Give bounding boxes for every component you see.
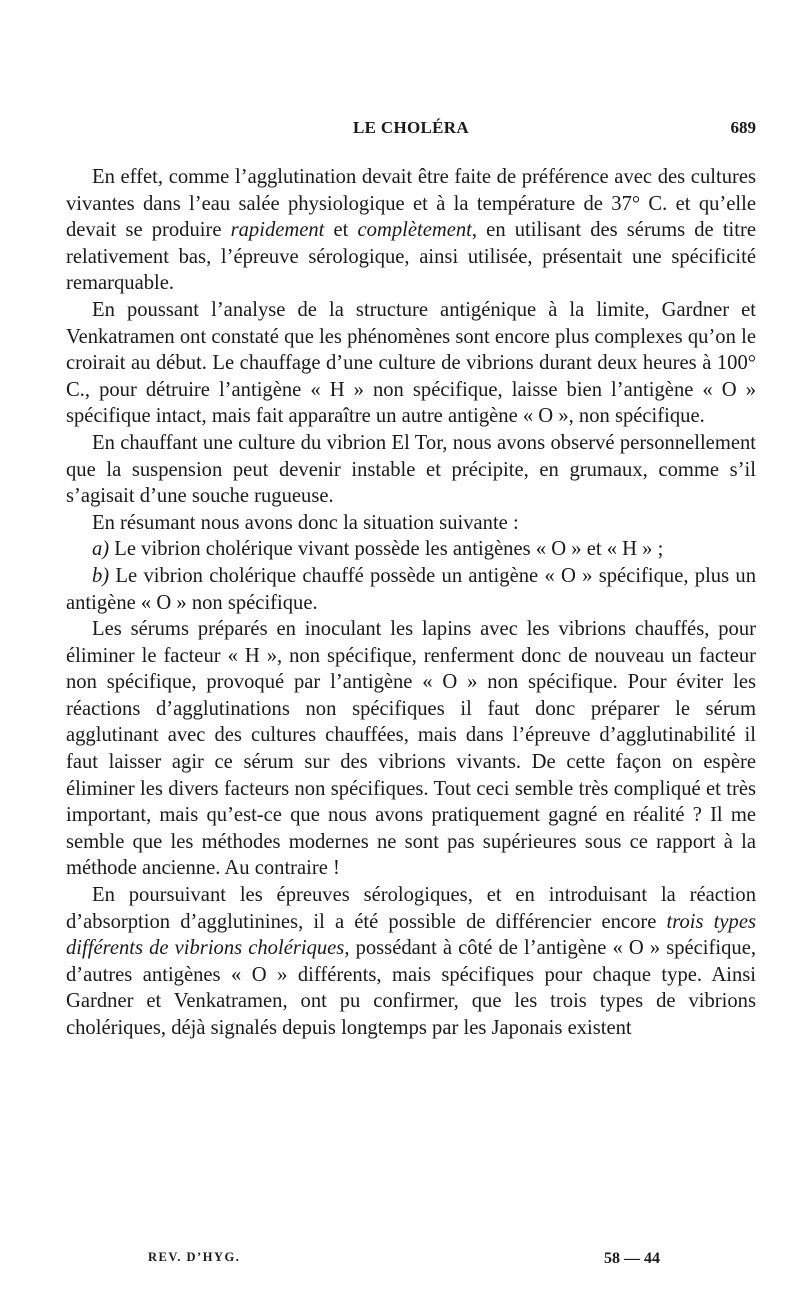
running-header: [66, 118, 756, 148]
italic-completement: complètement: [357, 219, 472, 242]
journal-abbreviation: REV. D’HYG.: [148, 1250, 241, 1264]
page-footer: [148, 1250, 708, 1274]
running-title: LE CHOLÉRA: [353, 118, 469, 137]
paragraph-5: Les sérums préparés en inoculant les lapins avec les vibrions chauffés, pour éliminer le facteur « H », non spécifique, renferment donc de nouveau un facteur non spécifique, provoqué par l’antigène « O » non spécifique. Pour éviter les réactions d’agglutinations non spécifiques il faut donc préparer le sérum agglutinant avec des cultures chauffées, mais dans l’épreuve d’agglutinabilité il faut laisser agir ce sérum sur des vibrions vivants. De cette façon on espère éliminer les divers facteurs non spécifiques. Tout ceci semble très compliqué et très important, mais qu’est-ce que nous avons pratiquement gagné en réalité ? Il me semble que les méthodes modernes ne sont pas supérieures sous ce rapport à la méthode ancienne. Au contraire !: [66, 618, 756, 880]
signature-mark: 58 — 44: [604, 1250, 660, 1267]
paragraph-1: En effet, comme l’agglutination devait être faite de préférence avec des cultures vivantes dans l’eau salée physiologique et à la température de 37° C. et qu’elle devait se produire rapidement et complètement, en utilisant des sérums de titre relativement bas, l’épreuve sérologique, ainsi utilisée, présentait une spécificité remarquable.: [66, 166, 756, 295]
page-number: 689: [730, 118, 756, 137]
paragraph-6: En poursuivant les épreuves sérologiques, et en introduisant la réaction d’absorption d’agglutinines, il a été possible de différencier encore trois types différents de vibrions cholériques, possédant à côté de l’antigène « O » spécifique, d’autres antigènes « O » différents, mais spécifiques pour chaque type. Ainsi Gardner et Venkatramen, ont pu confirmer, que les trois types de vibrions cholériques, déjà signalés depuis longtemps par les Japonais existent: [66, 884, 756, 1039]
italic-trois-types: trois types différents de vibrions cholériques: [66, 910, 756, 960]
paragraph-2: En poussant l’analyse de la structure antigénique à la limite, Gardner et Venkatramen ont constaté que les phénomènes sont encore plus complexes qu’on le croirait au début. Le chauffage d’une culture de vibrions durant deux heures à 100° C., pour détruire l’antigène « H » non spécifique, laisse bien l’antigène « O » spécifique intact, mais fait apparaître un autre antigène « O », non spécifique.: [66, 298, 756, 428]
paragraph-4: En résumant nous avons donc la situation suivante :: [92, 511, 519, 534]
paragraph-3: En chauffant une culture du vibrion El Tor, nous avons observé personnellement que la suspension peut devenir instable et précipite, en grumaux, comme s’il s’agisait d’une souche rugueuse.: [66, 431, 756, 508]
list-marker-b: b): [92, 564, 110, 587]
list-item-a: a) Le vibrion cholérique vivant possède les antigènes « O » et « H » ;: [92, 538, 664, 561]
list-item-b: b) Le vibrion cholérique chauffé possède un antigène « O » spécifique, plus un antigène « O » non spécifique.: [66, 564, 756, 614]
body-text: [66, 164, 756, 1042]
italic-rapidement: rapidement: [230, 219, 325, 242]
list-marker-a: a): [92, 538, 110, 561]
